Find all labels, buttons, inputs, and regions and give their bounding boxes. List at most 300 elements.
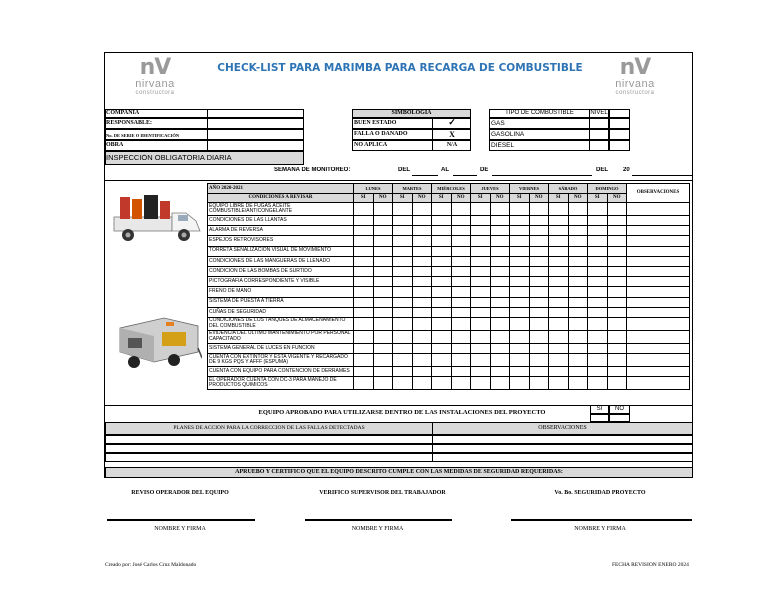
check-cell[interactable] (412, 226, 432, 236)
check-cell[interactable] (412, 277, 432, 287)
check-cell[interactable] (510, 307, 530, 317)
check-cell[interactable] (451, 266, 471, 276)
check-cell[interactable] (471, 354, 491, 367)
check-cell[interactable] (529, 216, 549, 226)
check-cell[interactable] (549, 377, 569, 390)
check-cell[interactable] (549, 256, 569, 266)
observation-cell[interactable] (627, 246, 690, 256)
check-cell[interactable] (490, 330, 510, 343)
observation-cell[interactable] (627, 367, 690, 377)
check-cell[interactable] (510, 216, 530, 226)
check-cell[interactable] (529, 354, 549, 367)
check-cell[interactable] (451, 330, 471, 343)
check-cell[interactable] (490, 343, 510, 353)
check-cell[interactable] (451, 354, 471, 367)
check-cell[interactable] (373, 256, 393, 266)
check-cell[interactable] (373, 367, 393, 377)
check-cell[interactable] (510, 330, 530, 343)
header-yes: SI (393, 194, 413, 203)
check-cell[interactable] (393, 226, 413, 236)
observation-cell[interactable] (627, 226, 690, 236)
check-cell[interactable] (510, 246, 530, 256)
check-cell[interactable] (373, 226, 393, 236)
observation-cell[interactable] (627, 354, 690, 367)
check-cell[interactable] (451, 367, 471, 377)
check-cell[interactable] (393, 330, 413, 343)
check-cell[interactable] (607, 236, 627, 246)
obs-line[interactable] (432, 435, 693, 444)
check-cell[interactable] (588, 343, 608, 353)
check-cell[interactable] (607, 287, 627, 297)
check-cell[interactable] (607, 330, 627, 343)
obs-line[interactable] (432, 444, 693, 453)
check-cell[interactable] (490, 256, 510, 266)
check-cell[interactable] (412, 216, 432, 226)
check-cell[interactable] (529, 226, 549, 236)
approved-yes-check[interactable] (590, 414, 609, 422)
check-cell[interactable] (490, 203, 510, 216)
check-cell[interactable] (529, 343, 549, 353)
fuel-extra-diesel[interactable] (609, 140, 630, 151)
check-cell[interactable] (412, 246, 432, 256)
level-title: NIVEL (590, 110, 608, 116)
check-cell[interactable] (412, 343, 432, 353)
check-cell[interactable] (529, 236, 549, 246)
company-label: COMPAÑIA (106, 110, 140, 116)
check-cell[interactable] (471, 277, 491, 287)
check-cell[interactable] (393, 277, 413, 287)
fuel-extra-gasoline[interactable] (609, 129, 630, 140)
check-cell[interactable] (451, 287, 471, 297)
check-cell[interactable] (510, 354, 530, 367)
check-cell[interactable] (432, 317, 452, 330)
check-cell[interactable] (588, 226, 608, 236)
check-cell[interactable] (568, 216, 588, 226)
check-cell[interactable] (471, 367, 491, 377)
check-cell[interactable] (568, 377, 588, 390)
check-cell[interactable] (529, 297, 549, 307)
day-header: MARTES (393, 184, 432, 194)
check-cell[interactable] (373, 343, 393, 353)
observation-cell[interactable] (627, 203, 690, 216)
check-cell[interactable] (393, 377, 413, 390)
logo-name: nirvana (615, 78, 655, 90)
check-cell[interactable] (393, 256, 413, 266)
check-cell[interactable] (549, 367, 569, 377)
check-cell[interactable] (432, 367, 452, 377)
check-cell[interactable] (588, 367, 608, 377)
check-cell[interactable] (354, 246, 374, 256)
check-cell[interactable] (354, 367, 374, 377)
check-cell[interactable] (432, 216, 452, 226)
check-cell[interactable] (373, 216, 393, 226)
check-cell[interactable] (471, 203, 491, 216)
check-cell[interactable] (393, 246, 413, 256)
check-cell[interactable] (549, 297, 569, 307)
check-cell[interactable] (568, 203, 588, 216)
check-cell[interactable] (451, 203, 471, 216)
check-cell[interactable] (490, 277, 510, 287)
check-cell[interactable] (568, 317, 588, 330)
check-cell[interactable] (607, 277, 627, 287)
check-cell[interactable] (607, 307, 627, 317)
check-cell[interactable] (490, 317, 510, 330)
check-cell[interactable] (432, 236, 452, 246)
check-cell[interactable] (393, 354, 413, 367)
observation-cell[interactable] (627, 266, 690, 276)
check-cell[interactable] (490, 246, 510, 256)
check-cell[interactable] (588, 354, 608, 367)
check-cell[interactable] (510, 203, 530, 216)
check-cell[interactable] (432, 330, 452, 343)
observation-cell[interactable] (627, 256, 690, 266)
responsible-field[interactable] (207, 118, 304, 129)
check-cell[interactable] (549, 226, 569, 236)
check-cell[interactable] (451, 216, 471, 226)
check-cell[interactable] (471, 317, 491, 330)
fuel-level-gas[interactable] (589, 118, 609, 129)
check-cell[interactable] (490, 287, 510, 297)
check-cell[interactable] (607, 377, 627, 390)
check-cell[interactable] (607, 266, 627, 276)
check-cell[interactable] (373, 317, 393, 330)
check-cell[interactable] (549, 236, 569, 246)
check-cell[interactable] (607, 343, 627, 353)
check-cell[interactable] (354, 266, 374, 276)
check-cell[interactable] (549, 246, 569, 256)
check-cell[interactable] (490, 367, 510, 377)
check-cell[interactable] (529, 367, 549, 377)
check-cell[interactable] (549, 203, 569, 216)
check-cell[interactable] (373, 236, 393, 246)
plan-line[interactable] (105, 453, 433, 462)
check-cell[interactable] (373, 354, 393, 367)
check-cell[interactable] (373, 330, 393, 343)
check-cell[interactable] (529, 266, 549, 276)
check-cell[interactable] (354, 277, 374, 287)
check-cell[interactable] (373, 287, 393, 297)
check-cell[interactable] (432, 307, 452, 317)
check-cell[interactable] (471, 246, 491, 256)
check-cell[interactable] (451, 307, 471, 317)
check-cell[interactable] (393, 317, 413, 330)
check-cell[interactable] (549, 343, 569, 353)
check-cell[interactable] (451, 297, 471, 307)
check-cell[interactable] (588, 297, 608, 307)
check-cell[interactable] (471, 236, 491, 246)
check-cell[interactable] (354, 203, 374, 216)
check-cell[interactable] (510, 236, 530, 246)
serial-field[interactable] (207, 129, 304, 140)
check-cell[interactable] (412, 354, 432, 367)
observation-cell[interactable] (627, 287, 690, 297)
check-cell[interactable] (354, 377, 374, 390)
check-cell[interactable] (471, 343, 491, 353)
check-cell[interactable] (529, 377, 549, 390)
check-cell[interactable] (393, 297, 413, 307)
header-yes: SI (432, 194, 452, 203)
check-cell[interactable] (451, 256, 471, 266)
check-cell[interactable] (568, 287, 588, 297)
check-cell[interactable] (432, 377, 452, 390)
check-cell[interactable] (412, 203, 432, 216)
check-cell[interactable] (588, 216, 608, 226)
check-cell[interactable] (471, 307, 491, 317)
check-cell[interactable] (549, 287, 569, 297)
check-cell[interactable] (549, 330, 569, 343)
day-header: MIÉRCOLES (432, 184, 471, 194)
signature-supervisor-line[interactable] (305, 519, 452, 521)
check-cell[interactable] (529, 277, 549, 287)
check-cell[interactable] (412, 297, 432, 307)
week-to-line[interactable] (453, 175, 477, 176)
check-cell[interactable] (510, 377, 530, 390)
check-cell[interactable] (432, 297, 452, 307)
check-cell[interactable] (412, 287, 432, 297)
check-cell[interactable] (451, 277, 471, 287)
observation-cell[interactable] (627, 236, 690, 246)
check-cell[interactable] (393, 287, 413, 297)
plan-line[interactable] (105, 435, 433, 444)
check-cell[interactable] (393, 343, 413, 353)
check-cell[interactable] (607, 216, 627, 226)
logo-mark: nV (619, 55, 651, 80)
check-cell[interactable] (588, 266, 608, 276)
check-cell[interactable] (588, 330, 608, 343)
check-cell[interactable] (373, 277, 393, 287)
check-cell[interactable] (588, 246, 608, 256)
check-cell[interactable] (529, 246, 549, 256)
check-cell[interactable] (588, 203, 608, 216)
week-year-line[interactable] (632, 175, 692, 176)
check-cell[interactable] (490, 297, 510, 307)
check-cell[interactable] (373, 297, 393, 307)
fuel-extra-gas[interactable] (609, 118, 630, 129)
observation-cell[interactable] (627, 297, 690, 307)
signature-safety-line[interactable] (511, 519, 692, 521)
table-row (208, 317, 690, 330)
check-cell[interactable] (354, 354, 374, 367)
check-cell[interactable] (471, 226, 491, 236)
check-cell[interactable] (354, 287, 374, 297)
check-cell[interactable] (490, 226, 510, 236)
check-cell[interactable] (432, 203, 452, 216)
fuel-level-gasoline[interactable] (589, 129, 609, 140)
check-cell[interactable] (412, 266, 432, 276)
x-icon: X (449, 130, 455, 139)
check-cell[interactable] (412, 377, 432, 390)
obs-line[interactable] (432, 453, 693, 462)
check-cell[interactable] (568, 307, 588, 317)
check-cell[interactable] (393, 367, 413, 377)
check-cell[interactable] (490, 236, 510, 246)
check-cell[interactable] (510, 287, 530, 297)
approved-label: EQUIPO APROBADO PARA UTILIZARSE DENTRO DE LAS INSTALACIONES DEL PROYECTO (258, 409, 546, 416)
check-cell[interactable] (568, 354, 588, 367)
check-cell[interactable] (490, 216, 510, 226)
check-cell[interactable] (354, 330, 374, 343)
check-cell[interactable] (412, 317, 432, 330)
check-cell[interactable] (471, 266, 491, 276)
check-cell[interactable] (568, 297, 588, 307)
check-cell[interactable] (432, 246, 452, 256)
check-cell[interactable] (451, 377, 471, 390)
check-cell[interactable] (549, 277, 569, 287)
check-cell[interactable] (373, 246, 393, 256)
check-cell[interactable] (373, 266, 393, 276)
company-field[interactable] (207, 109, 304, 118)
check-cell[interactable] (490, 307, 510, 317)
observation-cell[interactable] (627, 343, 690, 353)
header-no: NO (568, 194, 588, 203)
check-cell[interactable] (432, 226, 452, 236)
check-cell[interactable] (529, 287, 549, 297)
check-cell[interactable] (432, 343, 452, 353)
check-cell[interactable] (490, 377, 510, 390)
check-cell[interactable] (607, 203, 627, 216)
check-cell[interactable] (607, 246, 627, 256)
check-cell[interactable] (490, 354, 510, 367)
fuel-level-diesel[interactable] (589, 140, 609, 151)
plan-line[interactable] (105, 444, 433, 453)
check-cell[interactable] (354, 236, 374, 246)
check-cell[interactable] (568, 266, 588, 276)
check-cell[interactable] (510, 256, 530, 266)
check-cell[interactable] (354, 256, 374, 266)
check-cell[interactable] (471, 297, 491, 307)
observation-cell[interactable] (627, 317, 690, 330)
check-cell[interactable] (373, 203, 393, 216)
check-cell[interactable] (568, 236, 588, 246)
check-cell[interactable] (607, 317, 627, 330)
check-cell[interactable] (568, 246, 588, 256)
approved-no-label: NO (615, 406, 624, 412)
certify-label: APRUEBO Y CERTIFICO QUE EL EQUIPO DESCRITO CUMPLE CON LAS MEDIDAS DE SEGURIDAD REQUERIDAS: (235, 469, 563, 475)
logo-sub: constructora (615, 90, 655, 96)
check-cell[interactable] (588, 236, 608, 246)
check-cell[interactable] (568, 367, 588, 377)
check-cell[interactable] (354, 297, 374, 307)
check-cell[interactable] (412, 307, 432, 317)
check-cell[interactable] (451, 236, 471, 246)
check-cell[interactable] (568, 343, 588, 353)
check-cell[interactable] (471, 287, 491, 297)
signature-safety-name: NOMBRE Y FIRMA (574, 526, 626, 532)
header-no: NO (529, 194, 549, 203)
check-cell[interactable] (510, 226, 530, 236)
check-cell[interactable] (529, 330, 549, 343)
check-cell[interactable] (549, 354, 569, 367)
check-cell[interactable] (412, 256, 432, 266)
check-cell[interactable] (451, 226, 471, 236)
check-cell[interactable] (490, 266, 510, 276)
check-cell[interactable] (451, 317, 471, 330)
check-cell[interactable] (510, 367, 530, 377)
check-cell[interactable] (354, 317, 374, 330)
check-cell[interactable] (529, 317, 549, 330)
check-cell[interactable] (432, 287, 452, 297)
check-cell[interactable] (588, 287, 608, 297)
check-cell[interactable] (568, 256, 588, 266)
observation-cell[interactable] (627, 330, 690, 343)
check-cell[interactable] (451, 343, 471, 353)
check-cell[interactable] (354, 343, 374, 353)
day-header: VIERNES (510, 184, 549, 194)
check-cell[interactable] (529, 256, 549, 266)
check-cell[interactable] (471, 330, 491, 343)
observation-cell[interactable] (627, 307, 690, 317)
check-cell[interactable] (393, 266, 413, 276)
check-cell[interactable] (373, 307, 393, 317)
check-cell[interactable] (393, 236, 413, 246)
check-cell[interactable] (412, 236, 432, 246)
check-cell[interactable] (549, 266, 569, 276)
check-cell[interactable] (607, 226, 627, 236)
check-cell[interactable] (471, 377, 491, 390)
week-al: AL (441, 167, 449, 173)
check-cell[interactable] (393, 216, 413, 226)
check-cell[interactable] (471, 256, 491, 266)
check-cell[interactable] (354, 226, 374, 236)
check-cell[interactable] (549, 216, 569, 226)
check-cell[interactable] (432, 256, 452, 266)
check-cell[interactable] (510, 266, 530, 276)
check-cell[interactable] (373, 377, 393, 390)
check-cell[interactable] (607, 297, 627, 307)
check-cell[interactable] (432, 266, 452, 276)
check-cell[interactable] (607, 367, 627, 377)
check-cell[interactable] (471, 216, 491, 226)
check-cell[interactable] (510, 317, 530, 330)
check-cell[interactable] (549, 307, 569, 317)
check-cell[interactable] (510, 297, 530, 307)
check-cell[interactable] (393, 203, 413, 216)
check-cell[interactable] (529, 203, 549, 216)
check-cell[interactable] (607, 256, 627, 266)
check-cell[interactable] (607, 354, 627, 367)
check-cell[interactable] (588, 277, 608, 287)
check-cell[interactable] (451, 246, 471, 256)
observation-cell[interactable] (627, 216, 690, 226)
check-cell[interactable] (568, 226, 588, 236)
check-cell[interactable] (432, 277, 452, 287)
observation-cell[interactable] (627, 377, 690, 390)
approved-no-check[interactable] (609, 414, 630, 422)
symbol-na-label: NO APLICA (354, 142, 388, 148)
work-field[interactable] (207, 140, 304, 151)
check-cell[interactable] (568, 330, 588, 343)
check-cell[interactable] (549, 317, 569, 330)
check-cell[interactable] (393, 307, 413, 317)
week-month-line[interactable] (492, 175, 592, 176)
check-cell[interactable] (529, 307, 549, 317)
check-cell[interactable] (588, 317, 608, 330)
observation-cell[interactable] (627, 277, 690, 287)
check-cell[interactable] (354, 216, 374, 226)
check-cell[interactable] (510, 277, 530, 287)
check-cell[interactable] (588, 307, 608, 317)
week-from-line[interactable] (412, 175, 438, 176)
check-cell[interactable] (412, 367, 432, 377)
check-cell[interactable] (432, 354, 452, 367)
check-cell[interactable] (412, 330, 432, 343)
check-cell[interactable] (588, 256, 608, 266)
check-cell[interactable] (510, 343, 530, 353)
check-cell[interactable] (568, 277, 588, 287)
check-cell[interactable] (588, 377, 608, 390)
check-cell[interactable] (354, 307, 374, 317)
signature-operator-line[interactable] (107, 519, 255, 521)
